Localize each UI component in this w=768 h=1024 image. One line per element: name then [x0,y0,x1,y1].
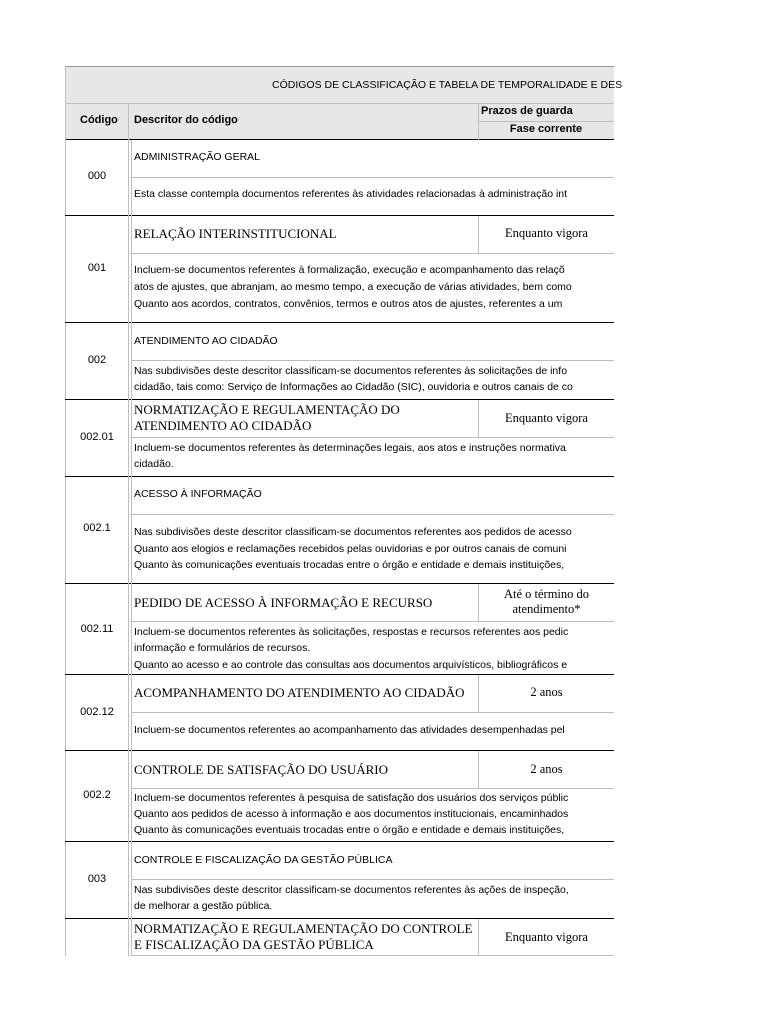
row-title-002-01-a: NORMATIZAÇÃO E REGULAMENTAÇÃO DO [134,402,400,417]
table-title: CÓDIGOS DE CLASSIFICAÇÃO E TABELA DE TEMPORALIDADE E DES [272,79,623,91]
row-period-002-11-b: atendimento* [512,602,581,616]
row-desc-002-01-a: Incluem-se documentos referentes às determinações legais, aos atos e instruções normativa [134,442,566,454]
row-code-002-12: 002.12 [80,706,114,718]
row-title-003-x-a: NORMATIZAÇÃO E REGULAMENTAÇÃO DO CONTROLE [134,921,473,936]
row-desc-002-1-a: Nas subdivisões deste descritor classificam-se documentos referentes aos pedidos de acesso [134,526,572,538]
row-desc-002-11-b: informação e formulários de recursos. [134,642,311,654]
row-desc-003-b: de melhorar a gestão pública. [134,900,273,912]
row-code-002-2: 002.2 [83,789,111,801]
header-descriptor: Descritor do código [134,114,238,126]
row-code-002: 002 [87,354,107,366]
row-title-002: ATENDIMENTO AO CIDADÃO [134,335,278,347]
row-title-001: RELAÇÃO INTERINSTITUCIONAL [134,226,337,241]
row-title-003-x-b: E FISCALIZAÇÃO DA GESTÃO PÚBLICA [134,937,374,952]
row-title-002-11: PEDIDO DE ACESSO À INFORMAÇÃO E RECURSO [134,595,433,610]
row-desc-002-2-a: Incluem-se documentos referentes à pesquisa de satisfação dos usuários dos serviços públic [134,792,569,804]
header-code: Código [80,114,118,126]
row-title-002-12: ACOMPANHAMENTO DO ATENDIMENTO AO CIDADÃO [134,685,465,700]
row-desc-002-12: Incluem-se documentos referentes ao acompanhamento das atividades desempenhadas pel [134,724,565,736]
row-title-003: CONTROLE E FISCALIZAÇÃO DA GESTÃO PÚBLICA [134,854,393,866]
row-desc-001-c: Quanto aos acordos, contratos, convênios, termos e outros atos de ajustes, referentes a um [134,298,563,310]
row-desc-003-a: Nas subdivisões deste descritor classificam-se documentos referentes às ações de inspeção, [134,884,569,896]
row-title-002-01-b: ATENDIMENTO AO CIDADÃO [134,418,312,433]
row-desc-002-a: Nas subdivisões deste descritor classificam-se documentos referentes às solicitações de info [134,365,568,377]
row-code-002-11: 002.11 [80,623,114,635]
row-title-002-1: ACESSO À INFORMAÇÃO [134,488,262,500]
row-period-002-12: 2 anos [530,685,563,699]
row-title-000: ADMINISTRAÇÃO GERAL [134,151,261,163]
row-desc-002-01-b: cidadão. [134,458,174,470]
row-period-002-2: 2 anos [530,762,563,776]
row-desc-002-1-c: Quanto às comunicações eventuais trocadas entre o órgão e entidade e demais instituições, [134,559,565,571]
row-code-002-1: 002.1 [83,522,111,534]
row-title-002-2: CONTROLE DE SATISFAÇÃO DO USUÁRIO [134,762,388,777]
row-period-002-01: Enquanto vigora [505,411,588,425]
row-desc-001-b: atos de ajustes, que abranjam, ao mesmo tempo, a execução de várias atividades, bem como [134,281,572,293]
row-desc-002-11-a: Incluem-se documentos referentes às solicitações, respostas e recursos referentes aos pedic [134,626,569,638]
row-desc-000: Esta classe contempla documentos referentes às atividades relacionadas à administração int [134,188,568,200]
row-period-003-x: Enquanto vigora [505,930,588,944]
row-desc-002-11-c: Quanto ao acesso e ao controle das consultas aos documentos arquivísticos, bibliográficos e [134,659,568,671]
row-code-003: 003 [87,873,107,885]
row-period-001: Enquanto vigora [505,226,588,240]
row-code-000: 000 [87,170,107,182]
row-desc-001-a: Incluem-se documentos referentes à formalização, execução e acompanhamento das relaçõ [134,264,565,276]
row-desc-002-b: cidadão, tais como: Serviço de Informações ao Cidadão (SIC), ouvidoria e outros canais de co [134,381,573,393]
header-retention: Prazos de guarda [481,105,573,117]
row-code-001: 001 [87,262,107,274]
header-current-phase: Fase corrente [509,123,583,135]
row-desc-002-1-b: Quanto aos elogios e reclamações recebidos pelas ouvidorias e por outros canais de comuni [134,543,567,555]
row-desc-002-2-b: Quanto aos pedidos de acesso à informação e aos documentos institucionais, encaminhados [134,808,569,820]
row-code-002-01: 002.01 [80,431,114,443]
row-desc-002-2-c: Quanto às comunicações eventuais trocadas entre o órgão e entidade e demais instituições, [134,824,565,836]
row-period-002-11-a: Até o término do [503,587,590,601]
